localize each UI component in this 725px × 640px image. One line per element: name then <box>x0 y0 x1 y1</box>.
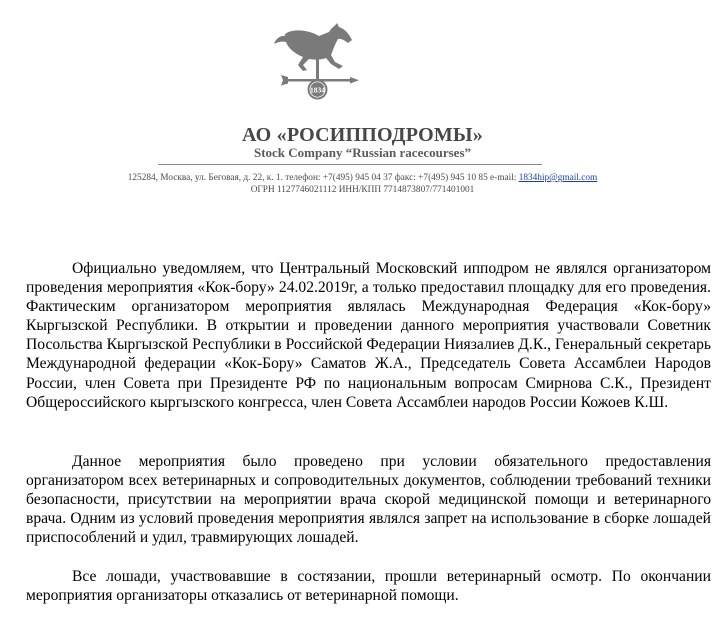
org-name-english: Stock Company “Russian racecourses” <box>253 145 472 160</box>
header-divider <box>158 164 542 165</box>
horse-logo-icon <box>273 22 365 104</box>
paragraph-2: Данное мероприятия было проведено при условии обязательного предоставления организатором всех ветеринарных и сопроводительных документов, соблюдении требований техники безопасности, присутствии на мероприятии врача скорой медицинской помощи и ветеринарного врача. Одним из условий проведения мероприятия являлся запрет на использование в сборке лошадей приспособлений и удил, травмирующих лошадей. <box>26 453 711 547</box>
logo-year: 1834 <box>310 85 325 95</box>
org-name: АО «РОСИППОДРОМЫ» <box>242 124 483 146</box>
email-link[interactable]: 1834hip@gmail.com <box>518 173 598 183</box>
registration-numbers: ОГРН 1127746021112 ИНН/КПП 7714873807/771401001 <box>250 185 475 195</box>
paragraph-1: Официально уведомляем, что Центральный Московский ипподром не являлся организатором проведения мероприятия «Кок-бору» 24.02.2019г, а только предоставил площадку для его проведения. Фактическим организатором мероприятия являлась Международная Федерация «Кок-бору» Кыргызской Республики. В открытии и проведении данного мероприятия участвовали Советник Посольства Кыргызской Республики в Российской Федерации Ниязалиев Д.К., Генеральный секретарь Международной федерации «Кок-Бору» Саматов Ж.А., Председатель Совета Ассамблеи Народов России, член Совета при Президенте РФ по национальным вопросам Смирнова С.К., Президент Общероссийского кыргызского конгресса, член Совета Ассамблеи народов России Кожоев К.Ш. <box>26 260 711 411</box>
address-phone-fax: 125284, Москва, ул. Беговая, д. 22, к. 1. телефон: +7(495) 945 04 37 факс: +7(495) 945 10 85 e-mail: <box>127 173 519 183</box>
paragraph-3: Все лошади, участвовавшие в состязании, прошли ветеринарный осмотр. По окончании мероприятия организаторы отказались от ветеринарной помощи. <box>26 568 711 605</box>
contacts-line <box>0 173 725 184</box>
